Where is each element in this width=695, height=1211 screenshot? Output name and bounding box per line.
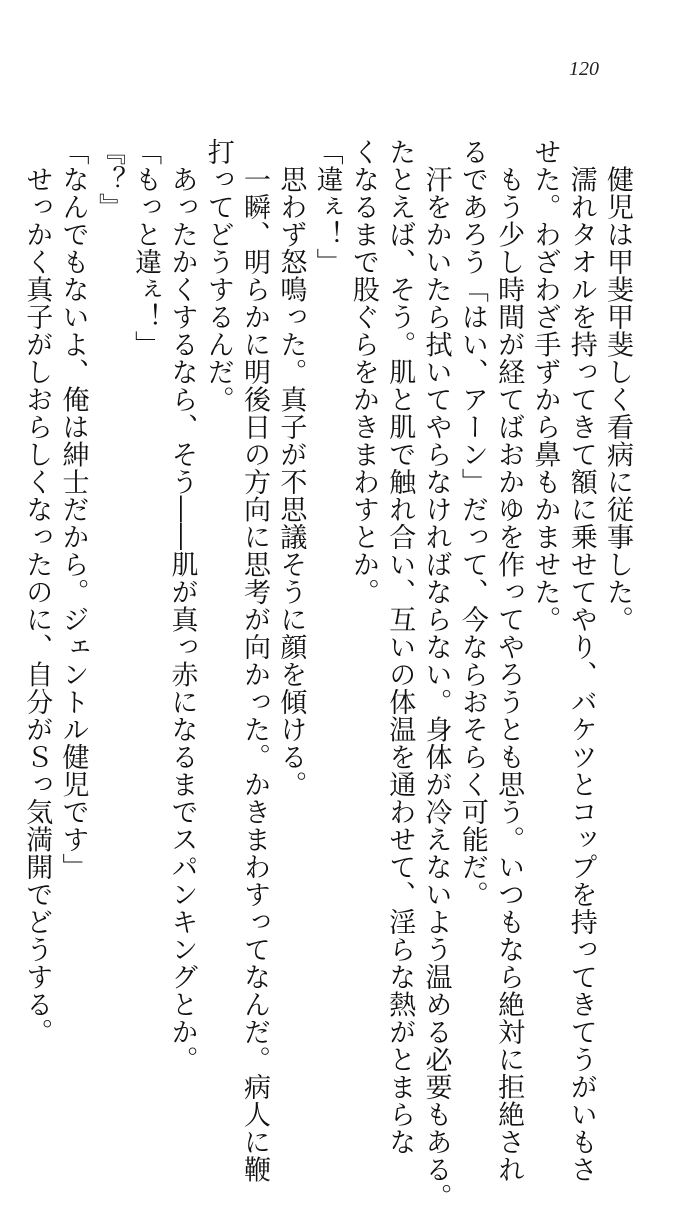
text-line: 「もっと違ぇ！」 [130,138,162,358]
text-line: 「違ぇ！」 [311,138,343,276]
text-line: せた。わざわざ手ずから鼻もかませた。 [529,138,561,633]
text-line: 一瞬、明らかに明後日の方向に思考が向かった。かきまわすってなんだ。病人に鞭 [239,138,271,1183]
page-number: 120 [569,58,599,80]
text-line: 打ってどうするんだ。 [202,138,234,413]
text-line: 濡れタオルを持ってきて額に乗せてやり、バケツとコップを持ってきてうがいもさ [565,138,597,1183]
text-line: あったかくするなら、そう――肌が真っ赤になるまでスパンキングとか。 [166,138,198,1073]
text-line: 『？』 [93,138,125,221]
text-line: せっかく真子がしおらしくなったのに、自分がＳっ気満開でどうする。 [21,138,53,1046]
text-line: 汗をかいたら拭いてやらなければならない。身体が冷えないよう温める必要もある。 [420,138,452,1211]
novel-text-body [18,138,635,1211]
text-line: 思わず怒鳴った。真子が不思議そうに顔を傾ける。 [275,138,307,798]
text-line: たとえば、そう。肌と肌で触れ合い、互いの体温を通わせて、淫らな熱がとまらな [384,138,416,1156]
text-line: もう少し時間が経てばおかゆを作ってやろうとも思う。いつもなら絶対に拒絶され [493,138,525,1183]
text-line: 「なんでもないよ、俺は紳士だから。ジェントル健児です」 [57,138,89,881]
text-line: るであろう「はい、アーン」だって、今ならおそらく可能だ。 [456,138,488,908]
text-line: くなるまで股ぐらをかきまわすとか。 [347,138,379,606]
text-line: 健児は甲斐甲斐しく看病に従事した。 [602,138,633,633]
